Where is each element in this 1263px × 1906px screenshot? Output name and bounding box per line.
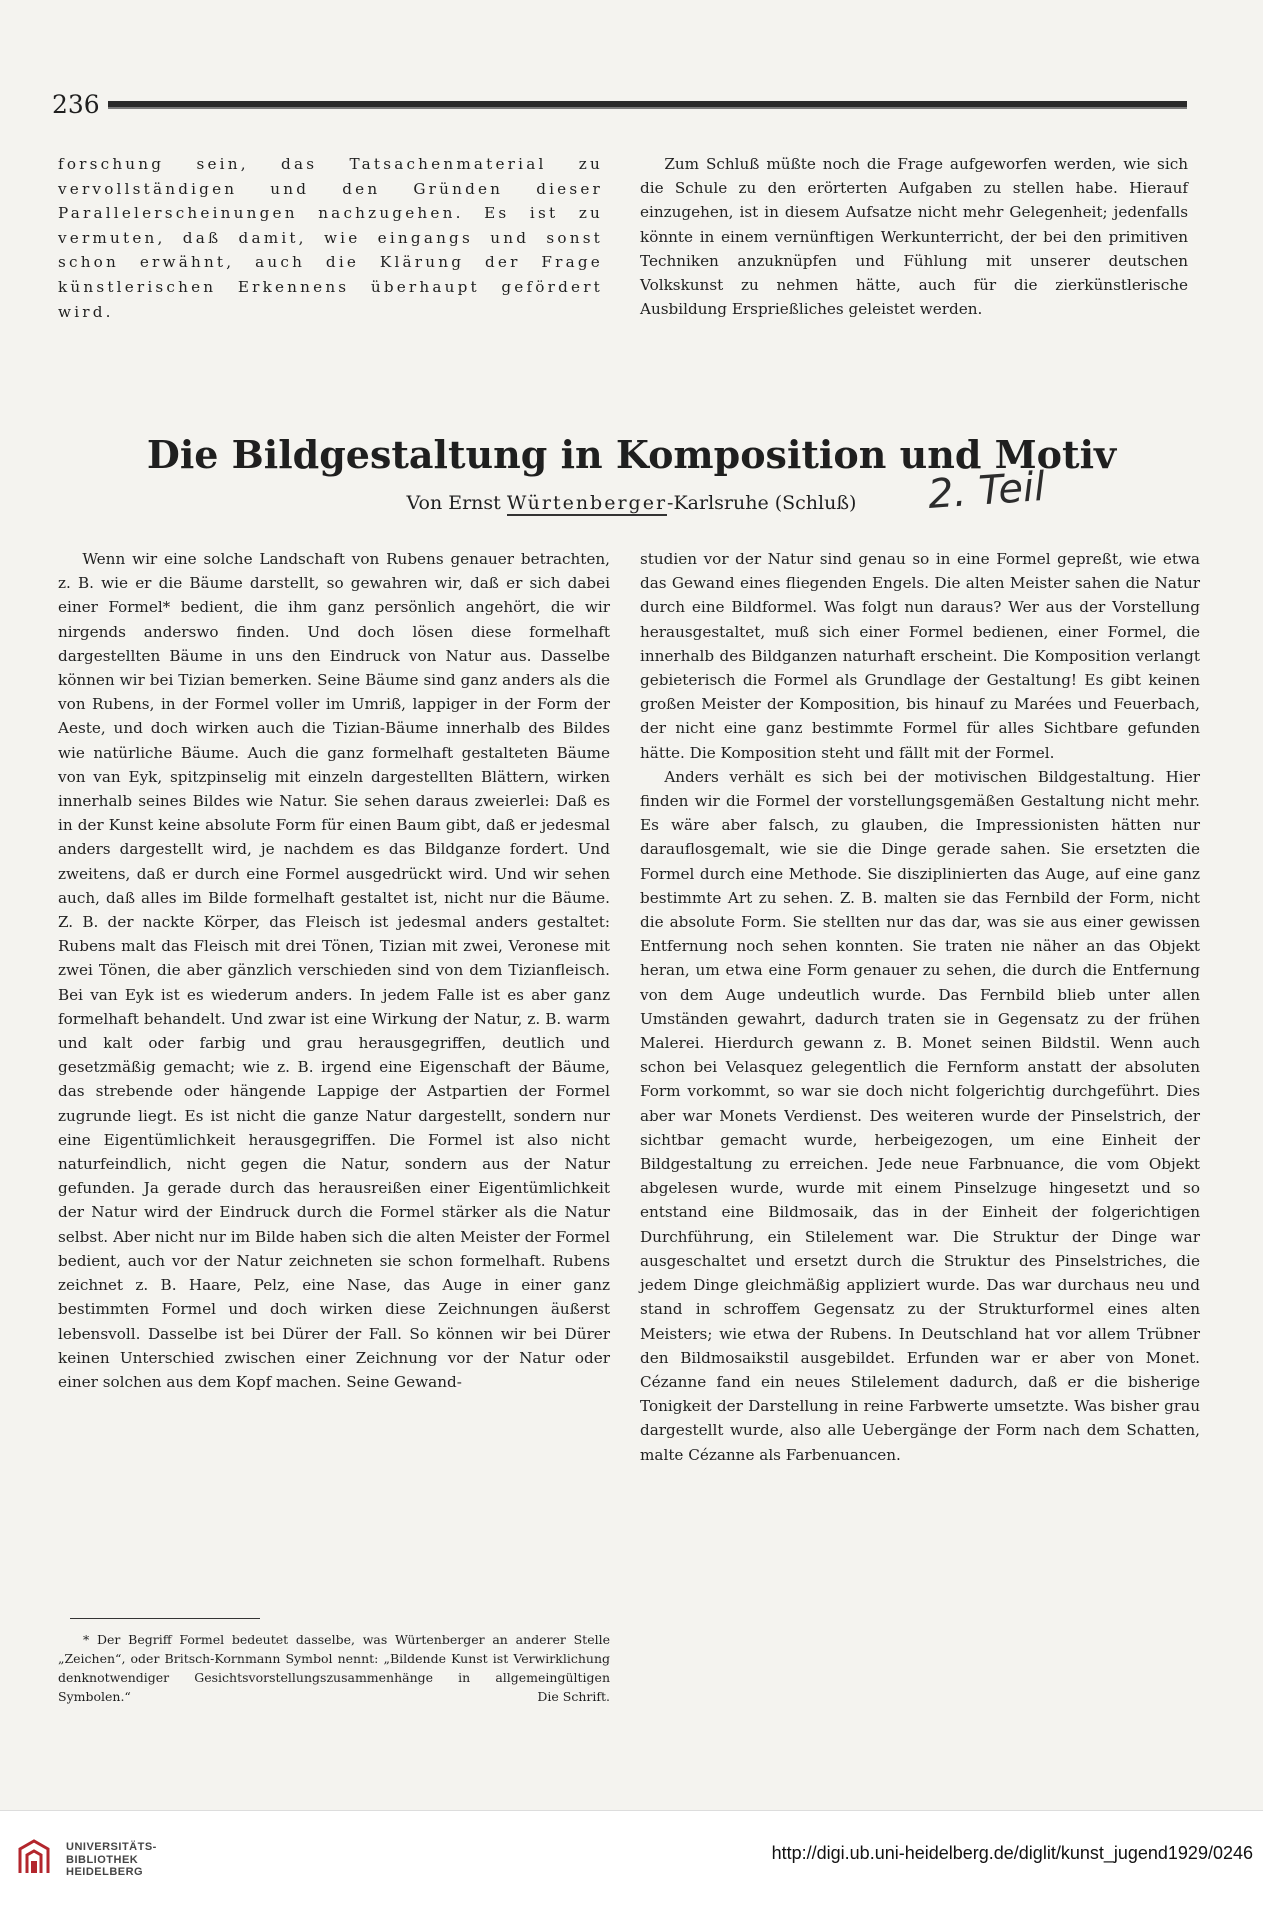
source-url-link[interactable]: http://digi.ub.uni-heidelberg.de/diglit/kunst_jugend1929/0246 <box>771 1843 1253 1863</box>
header-rule <box>108 101 1187 109</box>
library-name[interactable] <box>66 1841 157 1879</box>
article-paragraph: Wenn wir eine solche Landschaft von Rubens genauer betrachten, z. B. wie er die Bäume darstellt, so gewahren wir, daß er sich dabei einer Formel* bedient, die ihm ganz persönlich angehört, die wir nirgends anderswo finden. Und doch lösen diese formelhaft dargestellten Bäume in uns den Eindruck von Natur aus. Dasselbe können wir bei Tizian bemerken. Seine Bäume sind ganz anders als die von Rubens, in der Formel voller im Umriß, lappiger in der Form der Aeste, und doch wirken auch die Tizian-Bäume innerhalb des Bildes wie natürliche Bäume. Auch die ganz formelhaft gestalteten Bäume von van Eyk, spitzpinselig mit einzeln dargestellten Blättern, wirken innerhalb seines Bildes wie Natur. Sie sehen daraus zweierlei: Daß es in der Kunst keine absolute Form für einen Baum gibt, daß er jedesmal anders dargestellt wird, je nachdem es das Bildganze fordert. Und zweitens, daß er durch eine Formel ausgedrückt wird. Und wir sehen auch, daß alles im Bilde formelhaft gestaltet ist, nicht nur die Bäume. Z. B. der nackte Körper, das Fleisch ist jedesmal anders gestaltet: Rubens malt das Fleisch mit drei Tönen, Tizian mit zwei, Veronese mit zwei Tönen, die aber gänzlich verschieden sind von dem Tizianfleisch. Bei van Eyk ist es wiederum anders. In jedem Falle ist es aber ganz formelhaft behandelt. Und zwar ist eine Wirkung der Natur, z. B. warm und kalt oder farbig und grau herausgegriffen, deutlich und gesetzmäßig gemacht; wie z. B. irgend eine Eigenschaft der Bäume, das strebende oder hängende Lappige der Astpartien der Formel zugrunde liegt. Es ist nicht die ganze Natur dargestellt, sondern nur eine Eigentümlichkeit herausgegriffen. Die Formel ist also nicht naturfeindlich, nicht gegen die Natur, sondern aus der Natur gefunden. Ja gerade durch das herausreißen einer Eigentümlichkeit der Natur wird der Eindruck durch die Formel stärker als die Natur selbst. Aber nicht nur im Bilde haben sich die alten Meister der Formel bedient, auch vor der Natur zeichneten sie schon formelhaft. Rubens zeichnet z. B. Haare, Pelz, eine Nase, das Auge in einer ganz bestimmten Formel und doch wirken diese Zeichnungen äußerst lebensvoll. Dasselbe ist bei Dürer der Fall. So können wir bei Dürer keinen Unterschied zwischen einer Zeichnung vor der Natur oder einer solchen aus dem Kopf machen. Seine Gewand- <box>58 550 610 1391</box>
byline-author: Würtenberger <box>506 492 668 514</box>
footnote-text: * Der Begriff Formel bedeutet dasselbe, was Würtenberger an anderer Stelle „Zeichen“, oder Britsch-Kornmann Symbol nennt: „Bildende Kunst ist Verwirklichung denknotwendiger Gesichtsvorstellungszusammenhänge in allgemeingültigen Symbolen.“ <box>58 1632 610 1704</box>
footnote-signature: Die Schrift. <box>537 1689 610 1704</box>
footnote <box>58 1630 610 1706</box>
article-paragraph: Anders verhält es sich bei der motivischen Bildgestaltung. Hier finden wir die Formel der vorstellungsgemäßen Gestaltung nicht mehr. Es wäre aber falsch, zu glauben, die Impressionisten hätten nur darauflosgemalt, wie sie die Dinge gerade sahen. Sie ersetzten die Formel durch eine Methode. Sie disziplinierten das Auge, auf eine ganz bestimmte Art zu sehen. Z. B. malten sie das Fernbild der Form, nicht die absolute Form. Sie stellten nur das dar, was sie aus einer gewissen Entfernung noch sehen konnten. Sie traten nie näher an das Objekt heran, um etwa eine Form genauer zu sehen, die durch die Entfernung von dem Auge undeutlich wurde. Das Fernbild blieb unter allen Umständen gewahrt, dadurch traten sie in Gegensatz zu der frühen Malerei. Hierdurch gewann z. B. Monet seinen Bildstil. Wenn auch schon bei Velasquez gelegentlich die Fernform anstatt der absoluten Form vorkommt, so war sie doch nicht folgerichtig durchgeführt. Dies aber war Monets Verdienst. Des weiteren wurde der Pinselstrich, der sichtbar gemacht wurde, herbeigezogen, um eine Einheit der Bildgestaltung zu erreichen. Jede neue Farbnuance, die vom Objekt abgelesen wurde, wurde mit einem Pinselzuge hingesetzt und so entstand eine Bildmosaik, das in der Einheit der folgerichtigen Durchführung, ein Stilelement war. Die Struktur der Dinge war ausgeschaltet und ersetzt durch die Struktur des Pinselstriches, die jedem Dinge gleichmäßig appliziert wurde. Das war durchaus neu und stand in schroffem Gegensatz zu der Strukturformel eines alten Meisters; wie etwa der Rubens. In Deutschland hat vor allem Trübner den Bildmosaikstil ausgebildet. Erfunden war er aber von Monet. Cézanne fand ein neues Stilelement dadurch, daß er die bisherige Tonigkeit der Darstellung in reine Farbwerte umsetzte. Was bisher grau dargestellt wurde, also alle Uebergänge der Form nach dem Schatten, malte Cézanne als Farbenuancen. <box>640 767 1200 1464</box>
article-column-left <box>58 547 610 1394</box>
library-name-line: BIBLIOTHEK <box>66 1853 139 1866</box>
page-header <box>52 90 1187 120</box>
library-name-line: HEIDELBERG <box>66 1866 144 1878</box>
article-byline <box>0 488 1263 518</box>
previous-article-end-right <box>640 152 1188 321</box>
university-library-logo-icon[interactable] <box>16 1837 52 1877</box>
article-paragraph: studien vor der Natur sind genau so in eine Formel gepreßt, wie etwa das Gewand eines fliegenden Engels. Die alten Meister sahen die Natur durch eine Bildformel. Was folgt nun daraus? Wer aus der Vorstellung herausgestaltet, muß sich einer Formel bedienen, einer Formel, die innerhalb des Bildganzen naturhaft erscheint. Die Komposition verlangt gebieterisch die Formel als Grundlage der Gestaltung! Es gibt keinen großen Meister der Komposition, bis hinauf zu Marées und Feuerbach, der nicht eine ganz bestimmte Formel für alles Sichtbare gefunden hätte. Die Komposition steht und fällt mit der Formel. <box>640 550 1200 762</box>
previous-article-paragraph: forschung sein, das Tatsachenmaterial zu vervollständigen und den Gründen dieser Parallelerscheinungen nachzugehen. Es ist zu vermuten, daß damit, wie eingangs und sonst schon erwähnt, auch die Klärung der Frage künstlerischen Erkennens überhaupt gefördert wird. <box>58 155 603 321</box>
library-name-line: UNIVERSITÄTS- <box>66 1841 157 1853</box>
page-number: 236 <box>52 90 100 119</box>
byline-prefix: Von Ernst <box>406 492 501 514</box>
previous-article-end-left <box>58 152 603 324</box>
previous-article-paragraph: Zum Schluß müßte noch die Frage aufgeworfen werden, wie sich die Schule zu den erörterten Aufgaben zu stellen habe. Hierauf einzugehen, ist in diesem Aufsatze nicht mehr Gelegenheit; jedenfalls könnte in einem vernünftigen Werkunterricht, der bei den primitiven Techniken anzuknüpfen und Fühlung mit unserer deutschen Volkskunst zu nehmen hätte, auch für die zierkünstlerische Ausbildung Ersprießliches geleistet werden. <box>640 155 1188 319</box>
viewer-footer <box>0 1810 1263 1906</box>
footnote-divider <box>70 1618 260 1619</box>
handwritten-annotation: 2. Teil <box>926 463 1047 519</box>
byline-suffix: -Karlsruhe (Schluß) <box>667 492 857 514</box>
article-title: Die Bildgestaltung in Komposition und Motiv <box>146 432 1117 477</box>
article-column-right <box>640 547 1200 1467</box>
